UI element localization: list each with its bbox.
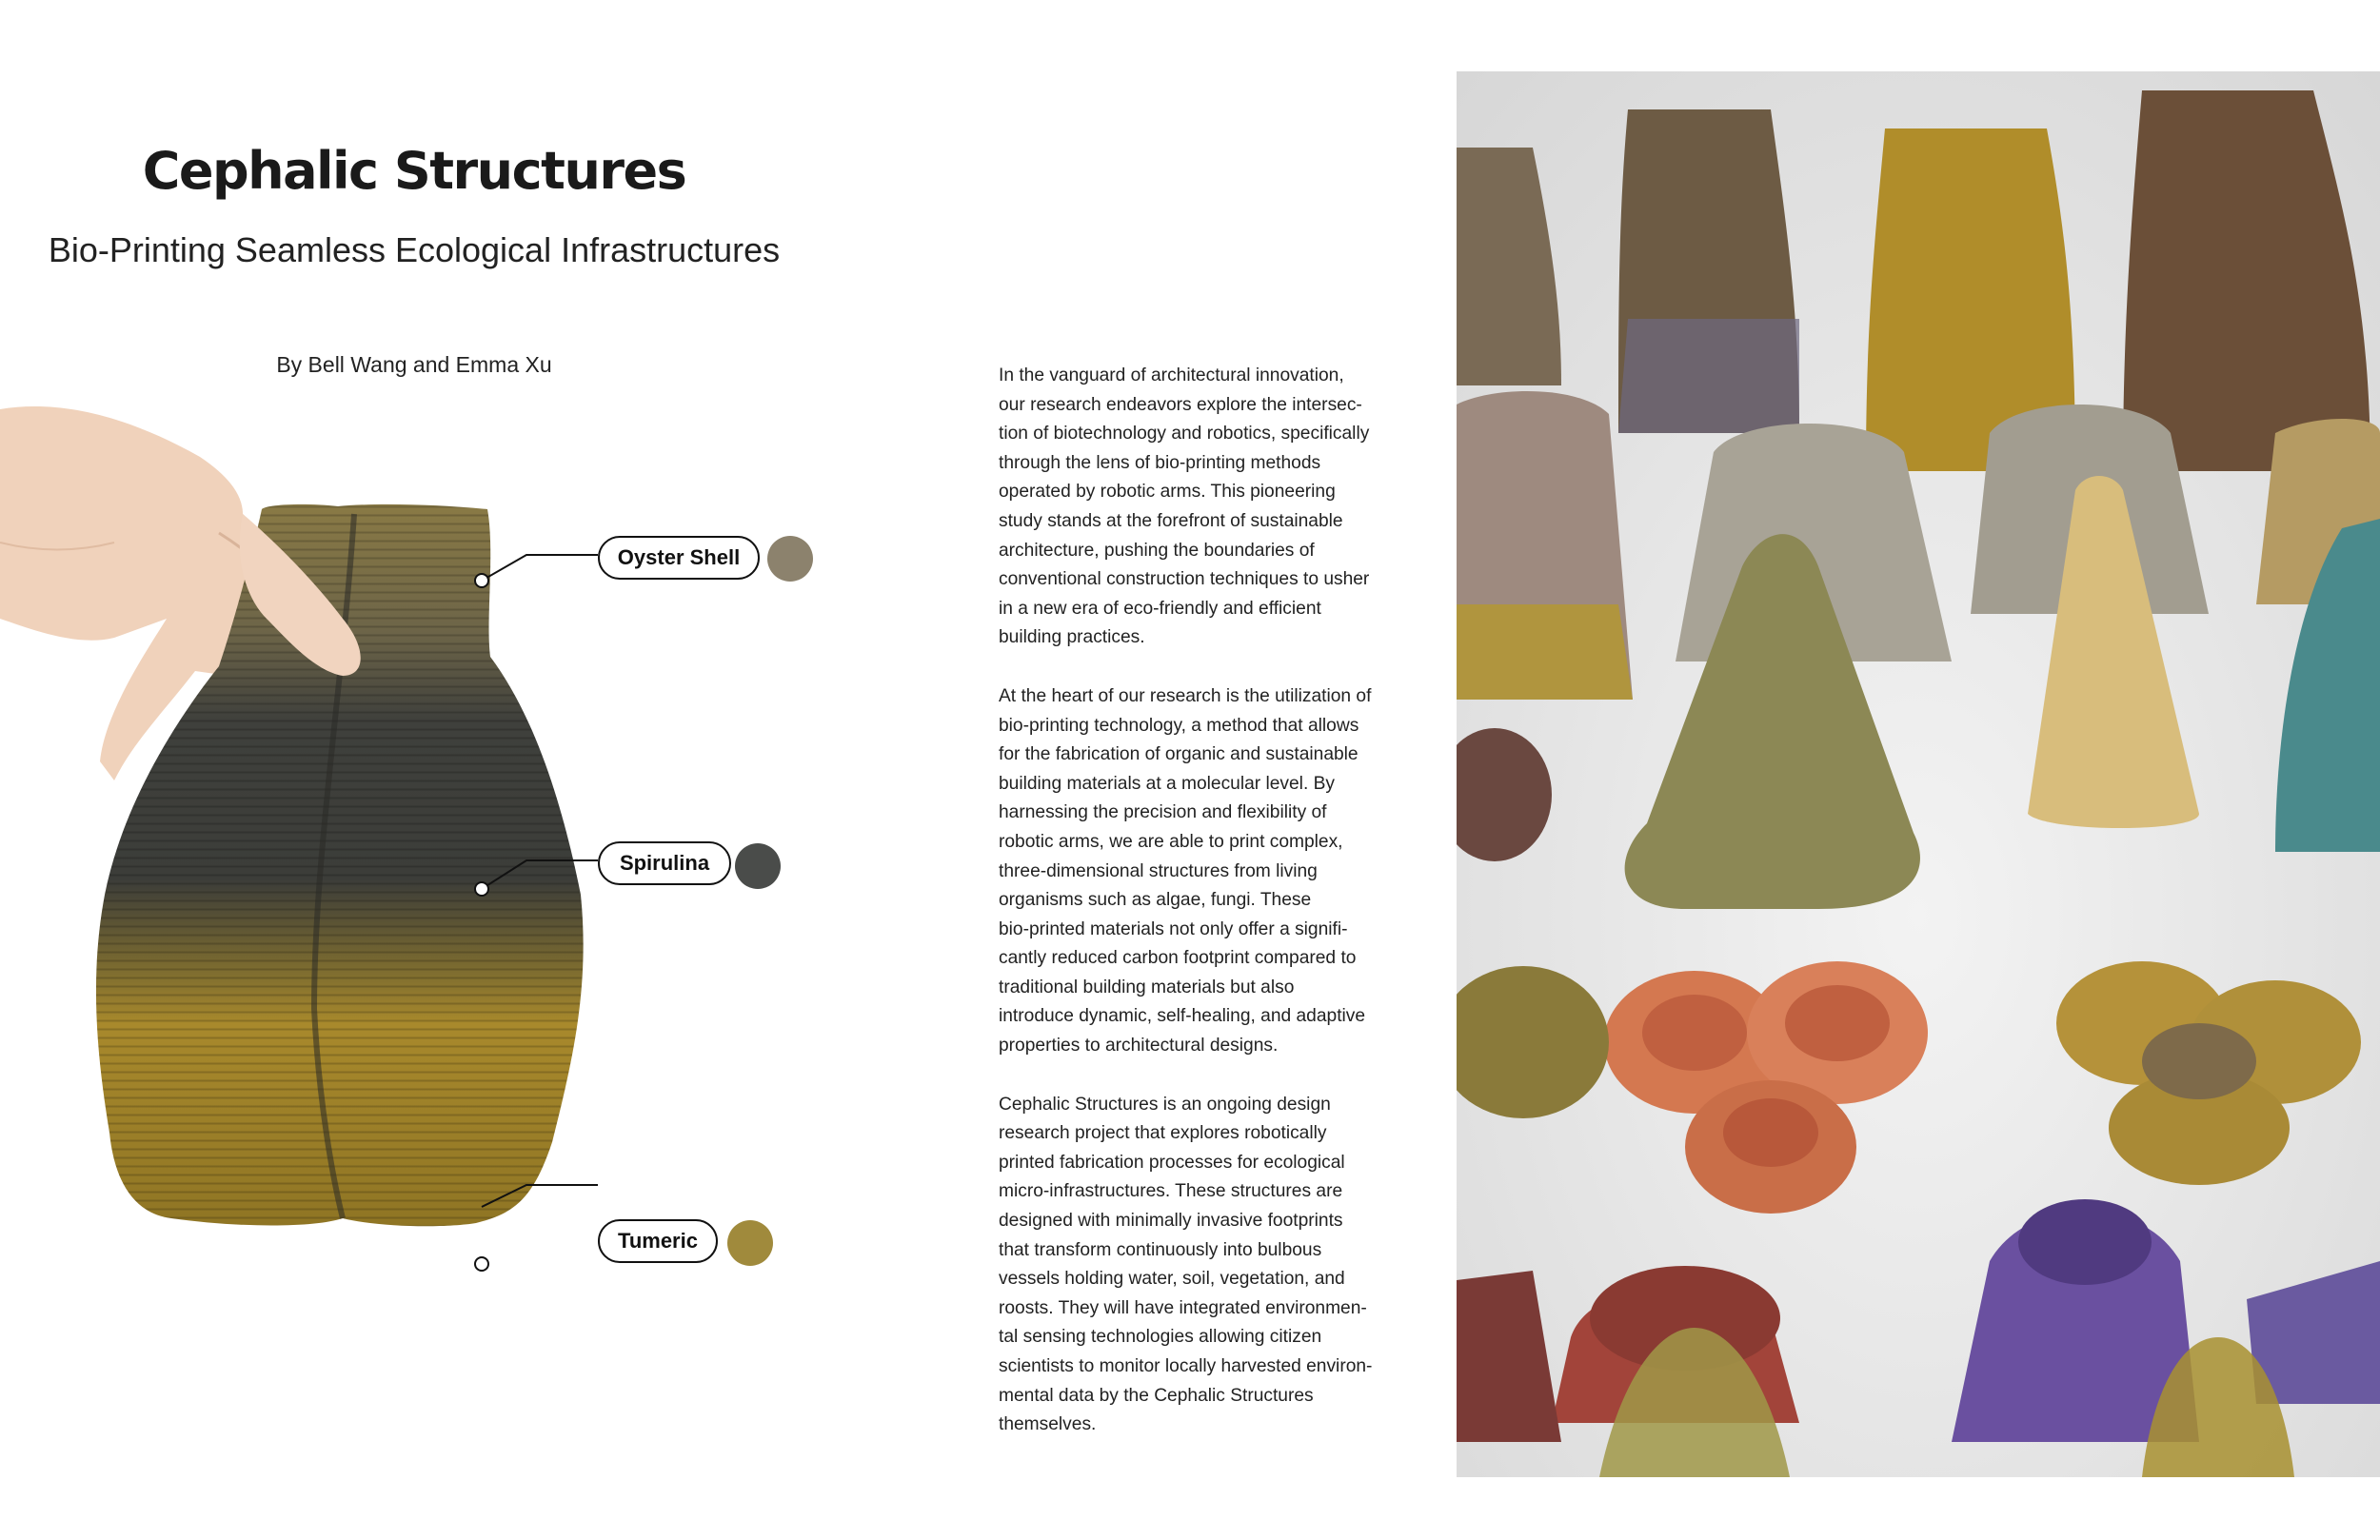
callout-dot-tumeric: [475, 1257, 488, 1271]
page-title: Cephalic Structures: [142, 141, 686, 201]
subtitle: Bio-Printing Seamless Ecological Infrastructures: [48, 230, 781, 269]
paragraph-1: In the vanguard of architectural innovation, our research endeavors explore the intersec- tion of biotechnology and robotics, specifically through the lens of bio-printing methods operated by robotic arms. This pioneering study stands at the forefront of sustainable architecture, pushing the boundaries of conventional construction techniques to usher in a new era of eco-friendly and efficient building practices.: [999, 365, 1370, 648]
paragraph-2: At the heart of our research is the utilization of bio-printing technology, a method that allows for the fabrication of organic and sustainable building materials at a molecular level. By harnessing the precision and flexibility of robotic arms, we are able to print complex, three-dimensional structures from living organisms such as algae, fungi. These bio-printed materials not only offer a signifi- cantly reduced carbon footprint compared to traditional building materials but also introduce dynamic, self-healing, and adaptive properties to architectural designs.: [999, 685, 1372, 1056]
swatch-tumeric: [727, 1220, 773, 1266]
material-label-spirulina: Spirulina: [598, 841, 731, 885]
paragraph-3: Cephalic Structures is an ongoing design research project that explores robotically printed fabrication processes for ecological micro-infrastructures. These structures are designed with minimally invasive footprints that transform continuously into bulbous vessels holding water, soil, vegetation, and roosts. They will have integrated environmen- tal sensing technologies allowing citizen scientists to monitor locally harvested environ- mental data by the Cephalic Structures themselves.: [999, 1094, 1373, 1435]
material-label-oyster-shell: Oyster Shell: [598, 536, 760, 580]
body-text: [999, 362, 1398, 1470]
material-label-tumeric: Tumeric: [598, 1219, 718, 1263]
callout-dot-spirulina: [475, 882, 488, 896]
author-credit: By Bell Wang and Emma Xu: [276, 352, 552, 377]
swatch-spirulina: [735, 843, 781, 889]
swatch-oyster-shell: [767, 536, 813, 582]
sculpture-collection-photo: [1457, 71, 2380, 1477]
callout-dot-oyster: [475, 574, 488, 587]
